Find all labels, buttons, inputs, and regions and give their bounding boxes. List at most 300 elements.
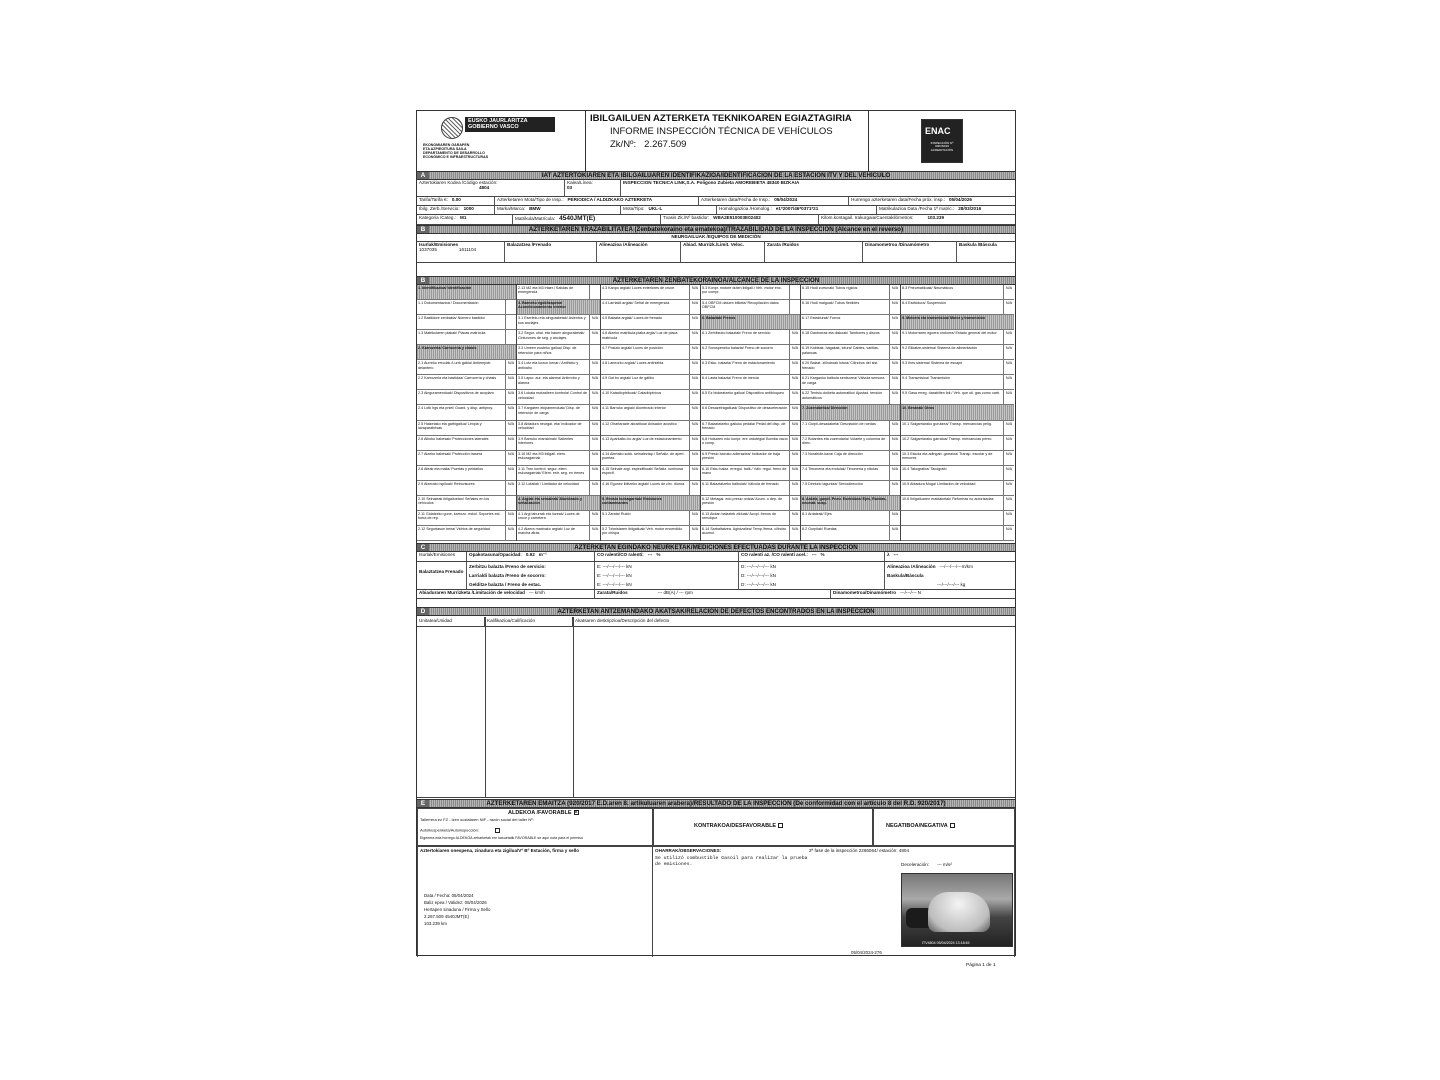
scope-item-label: 4.13 Aparkalku ko argia/ Luz de estacionamiento <box>602 436 682 441</box>
noise-value: --- dB(A) / --- rpm <box>657 590 693 595</box>
favorable-option <box>508 810 579 816</box>
scope-item-result: N/A <box>1003 481 1014 495</box>
scope-item <box>701 300 800 315</box>
scope-item <box>517 315 600 330</box>
scope-item-label: 8.1 Ardatzak/ Ejes <box>802 511 832 516</box>
scope-item <box>901 481 1014 496</box>
scope-item-label: 6.21 Karganko balbula sentsorea/ Válvula sensora de carga <box>802 376 885 385</box>
scope-item-result: N/A <box>689 375 700 389</box>
scope-item-label: 7.3 Norabide-kaxa/ Caja de dirección <box>802 451 863 456</box>
km-cell <box>819 215 1015 224</box>
scope-item-result: N/A <box>1003 451 1014 465</box>
inspection-type-cell <box>495 197 699 205</box>
type-label: Mota/Tipo: <box>623 206 645 211</box>
gov-name-es: GOBIERNO VASCO <box>468 124 519 131</box>
tariff-value: 0.00 <box>451 197 461 202</box>
favorable-permit-note: Eigenera eda horrego ALDEKOA zeharketak ere kasuetatik FAVORABLE se aquí nota para el permiso <box>420 836 583 840</box>
tariff-cell <box>417 197 495 205</box>
photo-timestamp: ITV4804 05/04/2024 13:18:45 <box>922 940 970 945</box>
scope-item-label: 9.4 Transmisioa/ Transmisión <box>902 376 950 381</box>
section-b-band <box>417 225 1015 234</box>
scope-item-result: N/A <box>589 390 600 404</box>
report-title-eu: IBILGAILUEN AZTERKETA TEKNIKOAREN EGIAZTAGIRIA <box>590 113 852 124</box>
scope-item-label: 3.6 Lokaia motzaileen kontrola/ Control de velocidad <box>518 391 588 400</box>
scope-item <box>701 405 800 420</box>
scope-item-label: 2.2 Karrozeria eta bastidaa/ Carrocería y chasis <box>418 376 497 381</box>
enac-block <box>869 111 1015 171</box>
co-label: CO ralenti/CO ralentí: <box>597 552 644 557</box>
equipment-noise-label: Zarata /Ruidos <box>765 242 863 262</box>
scope-item <box>801 451 900 466</box>
observations-phase: 2ª fase de la inspección 2266064/ estación: 4804 <box>809 848 910 853</box>
section-e-title: AZTERKETAREN EMAITZA (920/2017 E.D.aren 8. artikuluaren arabera)/RESULTADO DE LA INSPECCIÓN (De conformidad con el artículo 8 del R.D. 920/2017) <box>486 800 946 807</box>
scope-item-result: N/A <box>689 300 700 314</box>
vehicle-photo <box>901 873 1013 947</box>
negative-option <box>886 823 955 829</box>
scope-item <box>901 360 1014 375</box>
scope-item-result: N/A <box>689 345 700 359</box>
scope-item-label: 3. Barneko egokitzapena/ Acondicionamiento interior <box>518 301 566 310</box>
scope-item-result: N/A <box>589 436 600 450</box>
scope-item-label: 10. Besteak/ Otros <box>902 406 935 411</box>
vin-cell <box>661 215 819 224</box>
station-name-cell <box>621 180 1015 196</box>
type-cell <box>621 206 717 214</box>
scope-item-label: 7.4 Timoneria eta erotulak/ Timonería y rótulas <box>802 466 879 471</box>
scope-item <box>601 315 700 330</box>
scope-item-result <box>789 285 800 299</box>
co-cell <box>595 552 739 561</box>
scope-item-label: 7.2 Bolantea eta zuzendaria/ Volante y columna de direc. <box>802 436 886 445</box>
scope-item-label: 2.7 Atzeko babesak/ Protección trasera <box>418 451 483 456</box>
scope-item-label: 2.3 Ainguramenduak/ Dispositivos de acoplam. <box>418 391 495 396</box>
scope-item-label: 6.22 Tentsio-doiketa automatiko/ Ajustad. tensión automáticos <box>802 391 883 400</box>
brake-value-d: D: ---/---/---/--- kN <box>741 573 776 578</box>
scope-item <box>801 390 900 405</box>
section-e-letter: E <box>417 800 429 808</box>
scope-column <box>601 285 701 541</box>
section-a-title: IAT AZTERTOKIAREN ETA IBILGAILUAREN IDENTIFIKAZIOA/IDENTIFICACIÓN DE LA ESTACIÓN ITV Y DEL VEHÍCULO <box>541 172 891 179</box>
noise-label: Zarata/Ruidos <box>597 590 628 595</box>
scope-item <box>417 405 516 420</box>
scope-item-label: 3.3 Umeen eusteko gailua/ Disp. de retención para niños <box>518 346 577 355</box>
station-code-value: 4804 <box>479 185 490 191</box>
dynamometer-value: ---/---/--- N <box>900 590 921 595</box>
scope-item-label: 7.1 Gurpil-desadaketa/ Desviación de ruedas <box>802 421 876 426</box>
scope-item <box>601 451 700 466</box>
inspection-date-label: Azterketaren data/Fecha de Insp.: <box>701 197 771 202</box>
plate-value: 4540JMT(E) <box>559 215 596 222</box>
scope-group-header <box>517 300 600 315</box>
scope-item-label: 2.10 Seinaleak ibilgailuetan/ Señales en los vehículos <box>418 496 490 506</box>
scope-item-label: 5.2 Tximistaren ibilgailuak/ Veh. motor encendido por chispa <box>602 526 683 536</box>
scope-item <box>801 511 900 526</box>
vin-value: WBA2E510003E02402 <box>713 215 761 220</box>
scope-group-header <box>801 405 900 420</box>
scope-item-label: 2.12 Segurtasun beira/ Vidrios de seguridad <box>418 526 490 531</box>
stamp-line: Baliz epea / Validez: 05/04/2026 <box>424 900 487 905</box>
scope-item-label: 10.2 Salgarriarako garraioa/ Transp. mercancías perec. <box>902 436 993 441</box>
scope-item-result <box>505 300 516 314</box>
scope-column <box>417 285 517 541</box>
enac-subtext: INSPECCIÓN Nº 000/IN019 ACREDITACIÓN <box>930 141 954 152</box>
section-d-letter: D <box>417 608 429 616</box>
vehicle-car-image <box>928 892 990 932</box>
scope-item-label: 6.19 Kableak, hagakak, lotura/ Cables, varillas, palancas <box>802 346 879 355</box>
scope-item <box>701 360 800 375</box>
scope-item-result: N/A <box>689 451 700 465</box>
negative-box <box>873 808 1015 846</box>
scope-item-result: N/A <box>589 360 600 374</box>
scope-item-result: N/A <box>889 526 900 540</box>
next-inspection-cell <box>849 197 1015 205</box>
scope-item <box>901 466 1014 481</box>
section-b-title: AZTERKETAREN TRAZABILITATEA (Zenbatekoraino eta ematekoa)/TRAZABILIDAD DE LA INSPECCIÓN (Alcance en el reverso) <box>528 226 904 233</box>
parking-brake-label: Gelditze balazta / Freno de estac. <box>469 582 542 587</box>
co-accel-cell <box>739 552 885 561</box>
scope-item <box>517 360 600 375</box>
scope-item-label: 3.11 Tren kontrol. segur. elem. eskuragarriak/ Elem. estr. seg. en trenes <box>518 466 585 476</box>
scope-item-label: 6.14 Sarbaltatzea. Agintzailea/ Temp./frena. cilindro acumul. <box>702 526 786 536</box>
scope-item-label: 10.4 Takografoa/ Tacógrafo <box>902 466 947 471</box>
speed-limit-cell <box>417 590 595 598</box>
scope-item-label: 4.10 Katadioptrikoak/ Catadióptricos <box>602 391 662 396</box>
scope-item-result: N/A <box>1003 526 1014 540</box>
scope-item-result: N/A <box>505 360 516 374</box>
scope-item <box>601 481 700 496</box>
scope-group-header <box>517 496 600 511</box>
scope-item <box>901 421 1014 436</box>
favorable-label: ALDEKOA /FAVORABLE <box>508 810 572 816</box>
scope-item <box>801 481 900 496</box>
scope-item-label: 9.3 Ihes sistema/ Sistema de escape <box>902 361 963 366</box>
page-number: Página 1 de 1 <box>966 963 996 968</box>
scope-item-label: 2.8 Ateak eta maila/ Puertas y peldaños <box>418 466 483 471</box>
scope-item-label: 6.10 Esku balaz. erregul. balk./ Válv. regul. freno de mano <box>702 466 787 476</box>
scope-item-result: N/A <box>589 526 600 540</box>
section-c-band <box>417 543 1015 552</box>
scope-item-label: 3.8 Abiadura neurgai. eta/ Indicador de velocidad <box>518 421 582 430</box>
scope-item-result: N/A <box>689 390 700 404</box>
unfavorable-box <box>653 808 873 846</box>
scope-item-result: N/A <box>789 466 800 480</box>
co-accel-label: CO ralenti az. /CO ralentí acel.: <box>741 552 808 557</box>
equipment-braking-label: Balazatzea /Frenado <box>505 242 597 262</box>
report-number <box>610 140 686 151</box>
scope-item <box>517 330 600 345</box>
scope-item <box>901 511 1014 526</box>
equipment-dynamometer-label: Dinamometroa /Dinamómetro <box>863 242 957 262</box>
homologation-cell <box>717 206 877 214</box>
scope-item-result: N/A <box>1003 496 1014 510</box>
scope-item <box>517 511 600 526</box>
brake-value-e: E: ---/---/---/--- kN <box>597 582 632 587</box>
scope-item <box>601 300 700 315</box>
unfavorable-label: KONTRAKOA/DESFAVORABLE <box>694 823 777 829</box>
scope-item <box>801 526 900 541</box>
service-value: 1000 <box>463 206 474 211</box>
scope-item-label: 4.12 Ohartarazle akustikoa/ Avisador acústico <box>602 421 677 426</box>
equipment-title-row <box>417 234 1015 242</box>
scope-item-label: 6.13 Atoian balaztek zikluak/ Acopl. frenos de remolque <box>702 511 777 521</box>
scope-item <box>601 436 700 451</box>
scope-item-result: N/A <box>505 436 516 450</box>
scope-item-label: 6.12 Metagai. edo presio ontzia/ Acum. o dep. de presión <box>702 496 783 506</box>
scope-item-result: N/A <box>689 481 700 495</box>
scope-item-label: 2.5 Haizetako eta garbigailua/ Limpia y lavaparabrisas <box>418 421 482 430</box>
scope-item-label: 5. Emisio kutsagarriak/ Emisiones contaminantes <box>602 496 662 506</box>
equipment-emissions-cell <box>417 242 505 262</box>
scope-item <box>417 526 516 541</box>
equipment-scale-label: Baskula /Báscula <box>959 242 997 247</box>
scope-item-result: N/A <box>789 375 800 389</box>
dept-line: DEPARTAMENTO DE DESARROLLO <box>423 151 485 156</box>
defects-table <box>417 617 1015 798</box>
scope-item-result: N/A <box>889 466 900 480</box>
scope-item-label: 1.2 Bastidore zenbakia/ Número bastidor <box>418 316 485 321</box>
lambda-label: λ <box>887 552 890 557</box>
scope-item-result: N/A <box>689 405 700 419</box>
scope-column <box>517 285 601 541</box>
category-value: M1 <box>460 215 467 220</box>
scope-item-label: 4.6 Atzeko matrikula-plaka argia/ Luz de placa matrícula <box>602 331 678 340</box>
brake-value-e: E: ---/---/---/--- kN <box>597 573 632 578</box>
scope-item <box>601 330 700 345</box>
noise-cell <box>595 590 831 598</box>
scope-item-label: 1. Identifikazioa/ Identificación <box>418 286 472 290</box>
enac-text: ENAC <box>925 126 951 136</box>
scope-group-header <box>901 405 1014 420</box>
scope-item-result: N/A <box>889 436 900 450</box>
scope-item-result: N/A <box>505 451 516 465</box>
signature-box <box>417 846 653 957</box>
scope-column <box>701 285 801 541</box>
brake-values-d-cell <box>739 562 885 589</box>
scope-item-result: N/A <box>789 345 800 359</box>
scope-item-label: 3.12 Lotailak / Limitador de velocidad <box>518 481 579 486</box>
scope-group-header <box>417 285 516 300</box>
line-label: Kalea/Línea: <box>567 180 593 185</box>
scope-group-header <box>801 496 900 511</box>
report-number-label: Zk/Nº: <box>610 139 637 150</box>
scope-item-label: 6.17 Estaldurak/ Forros <box>802 316 841 321</box>
opacity-unit: m⁻¹ <box>538 552 547 557</box>
observations-label: OHARRAK/OBSERVACIONES: <box>655 848 722 853</box>
scope-item-label: 9. Motorra eta transmisioa/ Motor y transmisión <box>902 316 986 321</box>
alignment-value: ---/---/---/---m/km <box>939 564 973 569</box>
scope-item-result: N/A <box>505 421 516 435</box>
scope-item-result: N/A <box>689 526 700 540</box>
scope-item-result: N/A <box>1003 330 1014 344</box>
section-b2-title: AZTERKETAREN ZENBATEKORAINOA/ALCANCE DE LA INSPECCIÓN <box>612 277 820 284</box>
self-inspection-checkbox-icon <box>495 828 500 833</box>
scope-item-label: 6.1 Zerbitzuko balaztak/ Freno de servicio <box>702 331 771 336</box>
section-a-band <box>417 171 1015 180</box>
scope-item-result: N/A <box>505 466 516 480</box>
equipment-row <box>417 242 1015 263</box>
scope-item-label: 3.2 Segur. uhal. eta hauen ainguraketak/ Cinturones de seg. y anclajes <box>518 331 585 340</box>
scope-item-label: 4.1 Argi laburrak eta luzeak/ Luces de cruce y carretera <box>518 511 580 521</box>
scope-item-label: 4.14 Alertako sokk. seinaleztap./ Señaliz. de apert. puertas <box>602 451 685 461</box>
tariff-label: Tarifa/Tarifa €: <box>419 197 448 202</box>
scope-item <box>417 421 516 436</box>
next-inspection-label: Hurrengo azterketaren data/Fecha próx. insp.: <box>851 197 945 202</box>
scope-item-label: 5.3 Konpr. motore duten ibilgail./ Veh. motor enc. por compr. <box>702 286 782 295</box>
scope-item <box>417 481 516 496</box>
brand-value: BMW <box>529 206 541 211</box>
scope-item <box>601 390 700 405</box>
scale-value: ---/---/---/--- kg <box>937 582 966 587</box>
scope-item-result: N/A <box>589 511 600 525</box>
government-name <box>465 117 555 132</box>
scope-item-result: N/A <box>789 360 800 374</box>
scope-item-result: N/A <box>1003 285 1014 299</box>
dept-line: ECONÓMICO E INFRAESTRUCTURAS <box>423 155 489 160</box>
scope-item <box>801 466 900 481</box>
scope-item-label: 3.4 Lotz eta lurzun kenar./ Antihielo y antivaho <box>518 361 579 370</box>
scope-item-result <box>589 285 600 299</box>
scope-item <box>901 330 1014 345</box>
scope-item-result: N/A <box>589 315 600 329</box>
scope-item <box>417 300 516 315</box>
report-header <box>417 111 1015 172</box>
scope-item-result: N/A <box>689 315 700 329</box>
brake-value-d: D: ---/---/---/--- kN <box>741 582 776 587</box>
gov-name-eu: EUSKO JAURLARITZA <box>468 118 528 124</box>
scope-column <box>801 285 901 541</box>
lambda-value: --- <box>893 552 899 557</box>
emergency-brake-label: Larrialdi balazta /Freno de socorro: <box>469 573 546 578</box>
section-b2-band <box>417 276 1015 285</box>
scope-item-label: 6. Balaztak/ Frenos <box>702 316 736 321</box>
scope-item <box>901 436 1014 451</box>
scope-item <box>701 466 800 481</box>
scope-item-label: 2.9 Atzerako ispiluak/ Retrovisores <box>418 481 475 486</box>
scope-item-label: 5.1 Zarata/ Ruido <box>602 511 631 516</box>
equipment-emissions-label: Isurlak/Emisiones <box>419 242 459 247</box>
scope-item-label: 10.3 Eskola eta adingab. garraioa/ Transp. escolar y de menores <box>902 451 993 461</box>
line-value: 03 <box>567 185 573 191</box>
deceleration-label: Deceleración: <box>901 862 930 867</box>
inspection-type-value: PERIODICA / ALDIZKAKO AZTERKETA <box>567 197 653 202</box>
equipment-emissions-id: 1611104 <box>458 247 477 253</box>
scope-item-result: N/A <box>1003 345 1014 359</box>
braking-measure-row <box>417 562 1015 590</box>
plate-cell <box>513 215 661 224</box>
scope-item-result: N/A <box>689 511 700 525</box>
scope-item-result: N/A <box>789 421 800 435</box>
station-code-label: Aztertokiaren Kodea /Código estación: <box>419 180 498 185</box>
stamp-line: Data / Fecha: 05/04/2024 <box>424 893 474 898</box>
defects-header-line <box>417 626 1015 627</box>
scope-item-result: N/A <box>1003 360 1014 374</box>
scope-item <box>701 451 800 466</box>
station-code-cell <box>417 180 565 196</box>
negative-checkbox-icon <box>950 823 955 828</box>
scope-item-result: N/A <box>889 481 900 495</box>
scope-item-result: N/A <box>889 360 900 374</box>
scope-item <box>901 496 1014 511</box>
scope-item-result: N/A <box>889 451 900 465</box>
scope-item <box>801 375 900 390</box>
section-b2-letter: B <box>417 277 429 285</box>
government-logo-block <box>417 111 586 171</box>
scope-item-result: N/A <box>889 390 900 404</box>
scope-item <box>517 466 600 481</box>
defects-description-header: Akatsaren deskripzioa/Descripción del defecto <box>575 618 670 623</box>
scope-group-header <box>601 496 700 511</box>
scope-item-label: 4.7 Posizio argiak/ Luces de posición <box>602 346 663 351</box>
scope-item-result: N/A <box>789 511 800 525</box>
scope-item-label: 3.9 Barruko eranskinak/ Salientes interiores <box>518 436 574 445</box>
scope-item-result <box>789 300 800 314</box>
scope-item <box>417 330 516 345</box>
report-title-es: INFORME INSPECCIÓN TÉCNICA DE VEHÍCULOS <box>610 126 833 137</box>
stamp-line: 2.267.509 4540JMT(E) <box>424 914 469 919</box>
scope-item-result: N/A <box>505 405 516 419</box>
scope-item <box>701 526 800 541</box>
photo-reference: 05/04/2024-276 <box>851 950 882 955</box>
scope-item-label: 3.5 Lapur. aur. eta alarma/ Antirrobo y alarma <box>518 376 580 385</box>
scope-item-result: N/A <box>505 390 516 404</box>
scope-item-result: N/A <box>1003 390 1014 404</box>
scope-item-result: N/A <box>789 330 800 344</box>
scope-item-result: N/A <box>889 511 900 525</box>
scope-item-label: 4.5 Balazta argiak/ Luces de frenado <box>602 316 663 321</box>
scope-group-header <box>701 315 800 330</box>
homologation-label: Homologazioa /Homolog.: <box>719 206 772 211</box>
registration-date-value: 28/03/2016 <box>958 206 982 211</box>
defects-divider <box>573 617 574 797</box>
scope-item <box>801 345 900 360</box>
equipment-speed-label: Abiad. Murrizk./Limit. Veloc. <box>681 242 765 262</box>
scope-item-result: N/A <box>589 330 600 344</box>
scope-column <box>901 285 1015 541</box>
scope-item <box>701 390 800 405</box>
section-d-band <box>417 607 1015 616</box>
scope-item-result: N/A <box>789 451 800 465</box>
scope-item-result: N/A <box>589 481 600 495</box>
scope-item-label: 8.3 Pneumatikoak/ Neumáticos <box>902 286 954 290</box>
scope-item-result: N/A <box>505 526 516 540</box>
type-value: UKL-L <box>648 206 663 211</box>
category-label: Kategoria /Categ.: <box>419 215 457 220</box>
scope-item-result: N/A <box>589 375 600 389</box>
inspection-date-cell <box>699 197 849 205</box>
scope-item-result: N/A <box>1003 466 1014 480</box>
scope-item-label: 9.1 Motorraren egoera orokorra/ Estado general del motor <box>902 331 997 336</box>
scope-item-result: N/A <box>505 511 516 525</box>
scope-item-label: 2.1 Aurreko errodak /Lurrk gabia/ Antiempotr. delantero <box>418 361 492 370</box>
scope-item <box>701 330 800 345</box>
scope-item-label: 7. Zuzendaritza/ Dirección <box>802 406 848 411</box>
deceleration-value: --- m/s² <box>937 862 952 867</box>
scope-item-result: N/A <box>1003 421 1014 435</box>
scope-item <box>901 375 1014 390</box>
scope-item-label: 9.2 Elikatze-sistema/ Sistema de alimentación <box>902 346 978 351</box>
dynamometer-label: Dinamometroa/Dinamómetro <box>833 590 897 595</box>
scope-item-result <box>589 345 600 359</box>
scope-item-result: N/A <box>789 390 800 404</box>
scope-item-result: N/A <box>689 466 700 480</box>
plate-row <box>417 215 1015 225</box>
equipment-alignment-label: Alineazioa /Alineación <box>597 242 681 262</box>
scope-item-label: 6.16 Hodi malguak/ Tubos flexibles <box>802 301 860 306</box>
scope-item-result: N/A <box>1003 436 1014 450</box>
scope-item <box>417 360 516 375</box>
scope-item-label: 6.11 Balaztatzeko balbulak/ Válvula de frenado <box>702 481 779 486</box>
scope-item <box>417 436 516 451</box>
